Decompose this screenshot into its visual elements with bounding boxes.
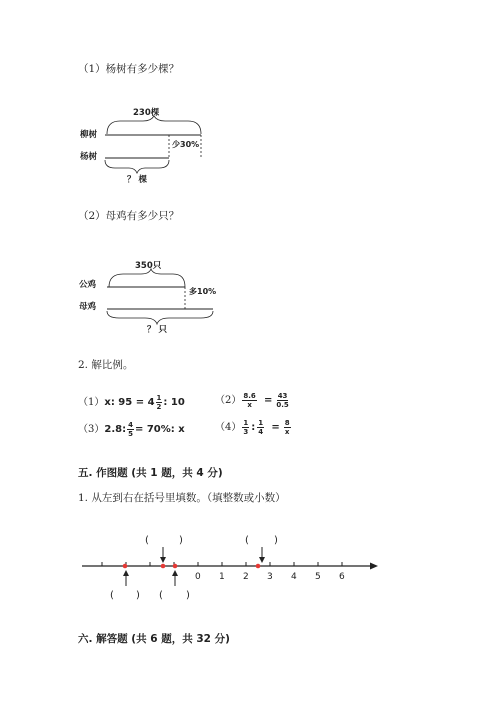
diagram-willow-poplar [75, 104, 225, 184]
tick-label-1: 1 [219, 572, 225, 582]
fraction: $\frac{8.6}{x}$ [243, 392, 256, 409]
question-1-title: （1）杨树有多少棵？ [78, 63, 180, 75]
number-line-arrowhead [370, 563, 378, 570]
down-arrow-1-head [160, 557, 166, 563]
marker-point-3 [173, 564, 178, 569]
diagram-rooster-hen [75, 257, 235, 335]
section-5-header: 五. 作图题 (共 1 题，共 4 分) [78, 467, 223, 479]
colon: : [251, 422, 256, 433]
up-arrow-1-head [123, 570, 129, 576]
diagram-row1-label: 柳树 [80, 130, 98, 140]
diagram-bottom-brace [107, 311, 213, 324]
tick-label-2: 2 [243, 572, 249, 582]
diagram-diff-label: 少30% [172, 140, 200, 149]
answer-paren-close: ) [136, 590, 140, 601]
diagram-top-label: 230棵 [133, 108, 160, 118]
fraction: $\frac{1}{3}$ [243, 419, 249, 436]
answer-paren-open: ( [159, 590, 163, 601]
question-2-title: （2）母鸡有多少只？ [78, 210, 180, 222]
equation-text: x: 95 = 4 [104, 397, 155, 408]
diagram-bottom-brace [105, 160, 169, 173]
fraction: $\frac{43}{0.5}$ [276, 392, 289, 409]
question-proportion-title: 2. 解比例。 [78, 359, 134, 371]
answer-paren-open: ( [245, 535, 249, 546]
down-arrow-2-head [259, 557, 265, 563]
diagram-diff-label: 多10% [189, 287, 217, 296]
fraction: $\frac{4}{5}$ [128, 421, 133, 438]
fraction: $\frac{1}{2}$ [156, 394, 162, 411]
equation-text: : 10 [163, 397, 185, 408]
equation-text: 2.8: [104, 424, 127, 435]
number-line [78, 530, 388, 605]
diagram-top-brace [109, 269, 185, 287]
diagram-bottom-label: ？ 棵 [127, 175, 147, 184]
equation-number: （3） [78, 424, 105, 435]
section-5-question-1: 1. 从左到右在括号里填数。（填整数或小数） [78, 492, 286, 504]
equals-sign: = [271, 422, 280, 433]
equation-1 [78, 393, 185, 411]
diagram-top-brace [107, 116, 201, 134]
marker-point-4 [256, 564, 261, 569]
diagram-row2-label: 母鸡 [79, 302, 97, 312]
answer-paren-close: ) [274, 535, 278, 546]
tick-label-4: 4 [291, 572, 297, 582]
diagram-row1-label: 公鸡 [79, 280, 97, 290]
tick-label-6: 6 [339, 572, 345, 582]
tick-label-5: 5 [315, 572, 321, 582]
answer-paren-close: ) [179, 535, 183, 546]
equation-4 [215, 418, 292, 436]
answer-paren-open: ( [145, 535, 149, 546]
equation-number: （4） [215, 422, 242, 433]
diagram-top-label: 350只 [135, 261, 162, 271]
fraction: $\frac{1}{4}$ [258, 419, 264, 436]
equation-text: = 70%: x [134, 424, 185, 435]
marker-point-2 [161, 564, 166, 569]
answer-paren-open: ( [110, 590, 114, 601]
equation-number: （1） [78, 397, 105, 408]
equation-2 [215, 391, 290, 409]
tick-label-3: 3 [267, 572, 273, 582]
diagram-row2-label: 杨树 [80, 152, 98, 162]
equals-sign: = [263, 395, 273, 406]
tick-label-0: 0 [195, 572, 201, 582]
up-arrow-2-head [172, 570, 178, 576]
answer-paren-close: ) [186, 590, 190, 601]
equation-number: （2） [215, 395, 242, 406]
section-6-header: 六. 解答题 (共 6 题，共 32 分) [78, 633, 230, 645]
fraction: $\frac{8}{x}$ [284, 419, 290, 436]
diagram-bottom-label: ？ 只 [147, 325, 167, 335]
equation-3 [78, 420, 185, 438]
marker-point-1 [123, 564, 128, 569]
